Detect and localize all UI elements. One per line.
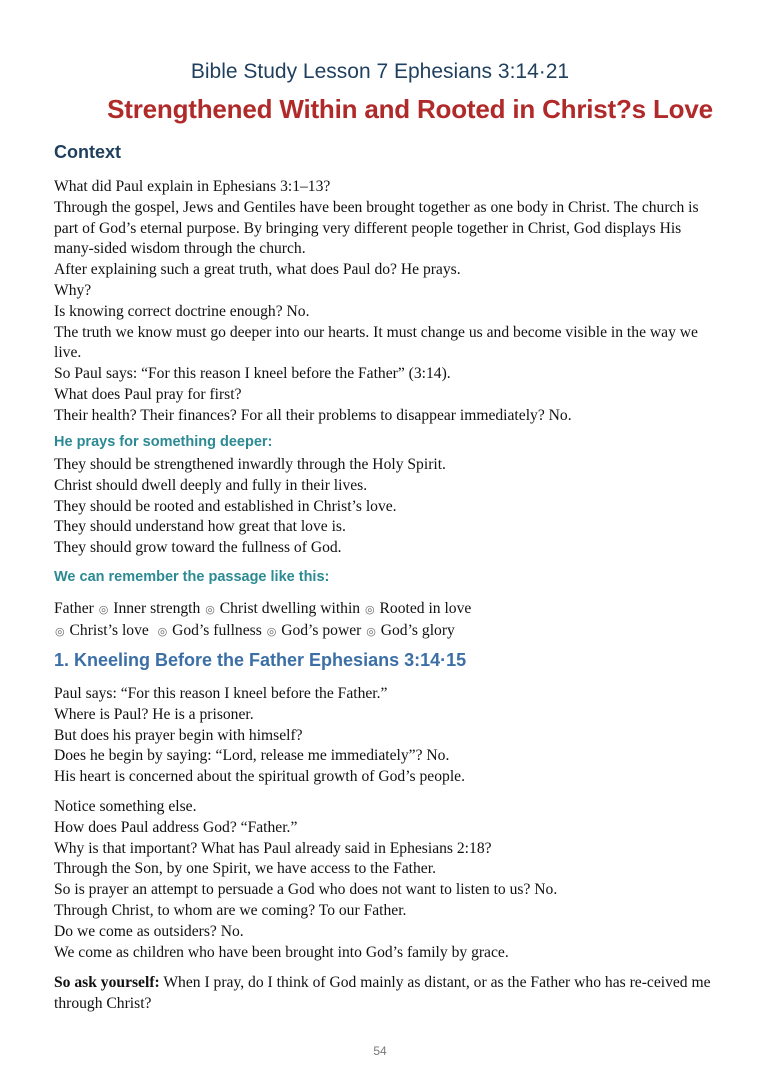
context-heading: Context — [54, 142, 121, 162]
flow-item: Christ’s love — [69, 621, 149, 639]
remember-flow — [54, 599, 714, 643]
circle-bullet-icon: ◎ — [157, 625, 168, 638]
section-1-line: Where is Paul? He is a prisoner. — [54, 705, 254, 723]
flow-item: Father — [54, 600, 94, 617]
context-line: So Paul says: “For this reason I kneel before the Father” (3:14). — [54, 365, 451, 383]
section-1-paragraph-2 — [54, 797, 714, 963]
context-line: Their health? Their finances? For all their problems to disappear immediately? No. — [54, 406, 572, 424]
ask-yourself-label: So ask yourself: — [54, 974, 160, 991]
context-line: Through the gospel, Jews and Gentiles have been brought together as one body in Christ. The church is part of God’s eternal purpose. By bringing very different people together in Christ, God displays His many-sided wisdom through the church. — [54, 198, 699, 258]
circle-bullet-icon: ◎ — [364, 604, 375, 616]
prays-line: They should be strengthened inwardly through the Holy Spirit. — [54, 456, 446, 473]
context-line: What does Paul pray for first? — [54, 385, 242, 403]
section-1-line: Through Christ, to whom are we coming? To our Father. — [54, 901, 407, 919]
section-1-line: Paul says: “For this reason I kneel before the Father.” — [54, 685, 388, 702]
circle-bullet-icon: ◎ — [55, 625, 65, 638]
circle-bullet-icon: ◎ — [205, 604, 215, 616]
context-line: The truth we know must go deeper into our hearts. It must change us and become visible in the way we live. — [54, 323, 698, 362]
prays-line: They should be rooted and established in Christ’s love. — [54, 497, 397, 515]
context-line: Why? — [54, 281, 92, 299]
section-1-line: So is prayer an attempt to persuade a God who does not want to listen to us? No. — [54, 881, 558, 899]
circle-bullet-icon: ◎ — [98, 604, 109, 616]
lesson-title: Strengthened Within and Rooted in Christ?s Love — [107, 94, 713, 124]
flow-item: Inner strength — [113, 600, 201, 617]
flow-item: Rooted in love — [379, 600, 472, 617]
prays-line: Christ should dwell deeply and fully in their lives. — [54, 476, 368, 494]
lesson-supertitle: Bible Study Lesson 7 Ephesians 3:14·21 — [190, 60, 570, 83]
flow-item: God’s glory — [380, 621, 455, 639]
context-line: What did Paul explain in Ephesians 3:1–13? — [54, 178, 331, 195]
prays-line: They should understand how great that love is. — [54, 518, 346, 536]
ask-yourself-text: When I pray, do I think of God mainly as distant, or as the Father who has re-ceived me through Christ? — [54, 974, 711, 1012]
circle-bullet-icon: ◎ — [366, 625, 376, 638]
context-line: Is knowing correct doctrine enough? No. — [54, 302, 310, 320]
circle-bullet-icon: ◎ — [266, 625, 277, 638]
section-1-line: His heart is concerned about the spiritual growth of God’s people. — [54, 768, 465, 786]
section-1-line: Notice something else. — [54, 798, 197, 815]
prays-subheading: He prays for something deeper: — [54, 434, 273, 450]
remember-subheading: We can remember the passage like this: — [54, 569, 330, 585]
context-line: After explaining such a great truth, what does Paul do? He prays. — [54, 261, 461, 279]
context-text — [54, 177, 714, 427]
flow-item: God’s fullness — [172, 621, 262, 639]
prays-line: They should grow toward the fullness of God. — [54, 539, 342, 557]
section-1-line: Through the Son, by one Spirit, we have access to the Father. — [54, 860, 436, 878]
section-1-line: Why is that important? What has Paul already said in Ephesians 2:18? — [54, 839, 492, 857]
section-1-heading: 1. Kneeling Before the Father Ephesians 3:14·15 — [54, 650, 467, 670]
section-1-line: We come as children who have been brought into God’s family by grace. — [54, 943, 509, 961]
section-1-paragraph-1 — [54, 684, 714, 788]
section-1-line: Do we come as outsiders? No. — [54, 922, 244, 940]
page-number: 54 — [373, 1044, 387, 1058]
section-1-line: How does Paul address God? “Father.” — [54, 818, 298, 836]
prays-list — [54, 455, 714, 559]
section-1-line: But does his prayer begin with himself? — [54, 726, 303, 744]
ask-yourself-paragraph — [54, 973, 714, 1015]
flow-item: God’s power — [281, 621, 362, 639]
flow-item: Christ dwelling within — [219, 600, 361, 617]
section-1-line: Does he begin by saying: “Lord, release me immediately”? No. — [54, 747, 450, 765]
